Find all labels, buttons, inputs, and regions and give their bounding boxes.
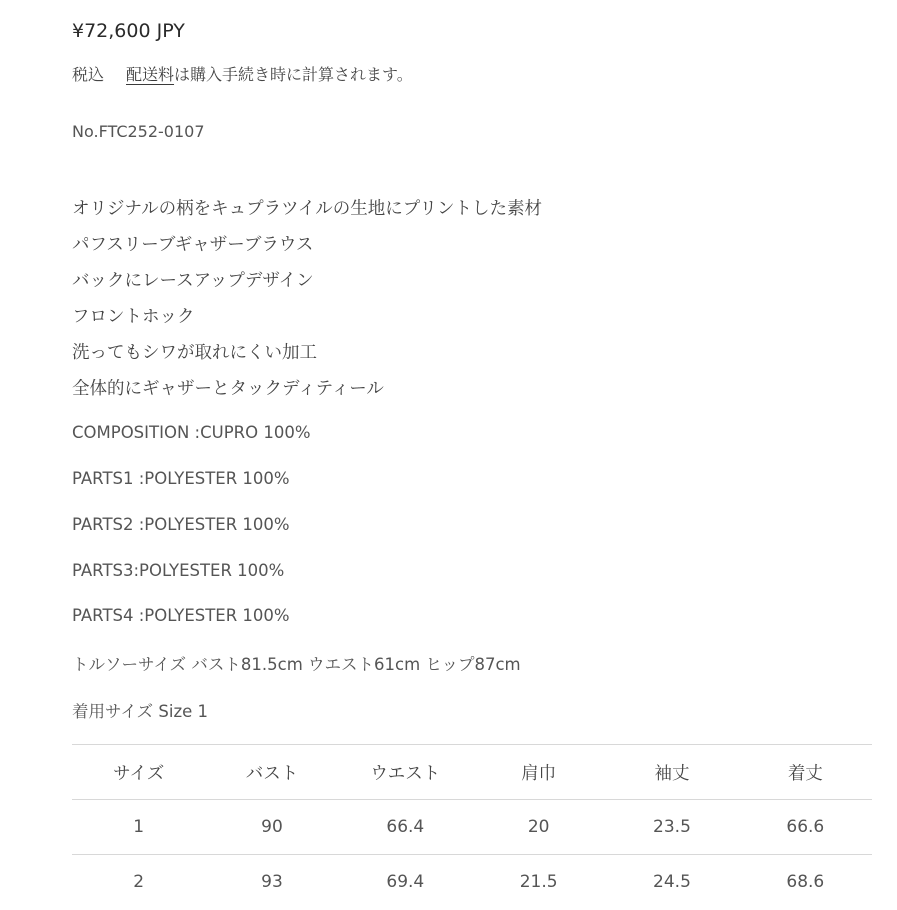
table-cell: 68.6 <box>786 872 825 893</box>
table-cell: 1 <box>133 817 145 837</box>
parts1-spec: PARTS1 :POLYESTER 100% <box>72 469 290 488</box>
table-cell: 24.5 <box>653 872 691 893</box>
feature-item: オリジナルの柄をキュプラツイルの生地にプリントした素材 <box>72 199 543 219</box>
size-table-header-row <box>72 745 872 800</box>
composition-spec: COMPOSITION :CUPRO 100% <box>72 423 311 442</box>
table-cell: 21.5 <box>519 872 558 893</box>
feature-item: 全体的にギャザーとタックディティール <box>72 379 384 399</box>
feature-item: パフスリーブギャザーブラウス <box>72 235 314 255</box>
waist-header: ウエスト <box>370 763 441 784</box>
table-row <box>72 855 872 910</box>
table-cell: 23.5 <box>653 817 691 837</box>
feature-list <box>72 195 542 411</box>
table-cell: 66.4 <box>386 817 425 837</box>
table-row <box>72 800 872 855</box>
feature-item: 洗ってもシワが取れにくい加工 <box>72 343 317 363</box>
table-cell: 93 <box>261 872 283 893</box>
worn-size-spec: 着用サイズ Size 1 <box>72 702 209 721</box>
table-cell: 2 <box>133 872 145 893</box>
product-number: No.FTC252-0107 <box>72 122 205 141</box>
table-cell: 69.4 <box>386 872 425 893</box>
shipping-link[interactable]: 配送料 <box>126 65 175 84</box>
size-header: サイズ <box>113 763 165 784</box>
feature-item: フロントホック <box>72 307 195 327</box>
bust-header: バスト <box>245 763 299 784</box>
table-cell: 20 <box>527 817 550 837</box>
tax-shipping-note <box>72 62 413 85</box>
table-cell: 66.6 <box>786 817 825 837</box>
shoulder-width-header: 肩巾 <box>521 763 557 784</box>
parts2-spec: PARTS2 :POLYESTER 100% <box>72 515 290 534</box>
sleeve-length-header: 袖丈 <box>654 763 690 784</box>
torso-size-spec: トルソーサイズ バスト81.5cm ウエスト61cm ヒップ87cm <box>72 655 521 674</box>
product-price: ¥72,600 JPY <box>72 20 185 42</box>
parts3-spec: PARTS3:POLYESTER 100% <box>72 561 285 580</box>
size-table <box>72 744 872 910</box>
feature-item: バックにレースアップデザイン <box>72 271 314 291</box>
parts4-spec: PARTS4 :POLYESTER 100% <box>72 606 290 625</box>
table-cell: 90 <box>261 817 283 837</box>
shipping-note-text: は購入手続き時に計算されます。 <box>174 65 413 84</box>
tax-included-label: 税込 <box>72 65 105 84</box>
total-length-header: 着丈 <box>787 763 823 784</box>
